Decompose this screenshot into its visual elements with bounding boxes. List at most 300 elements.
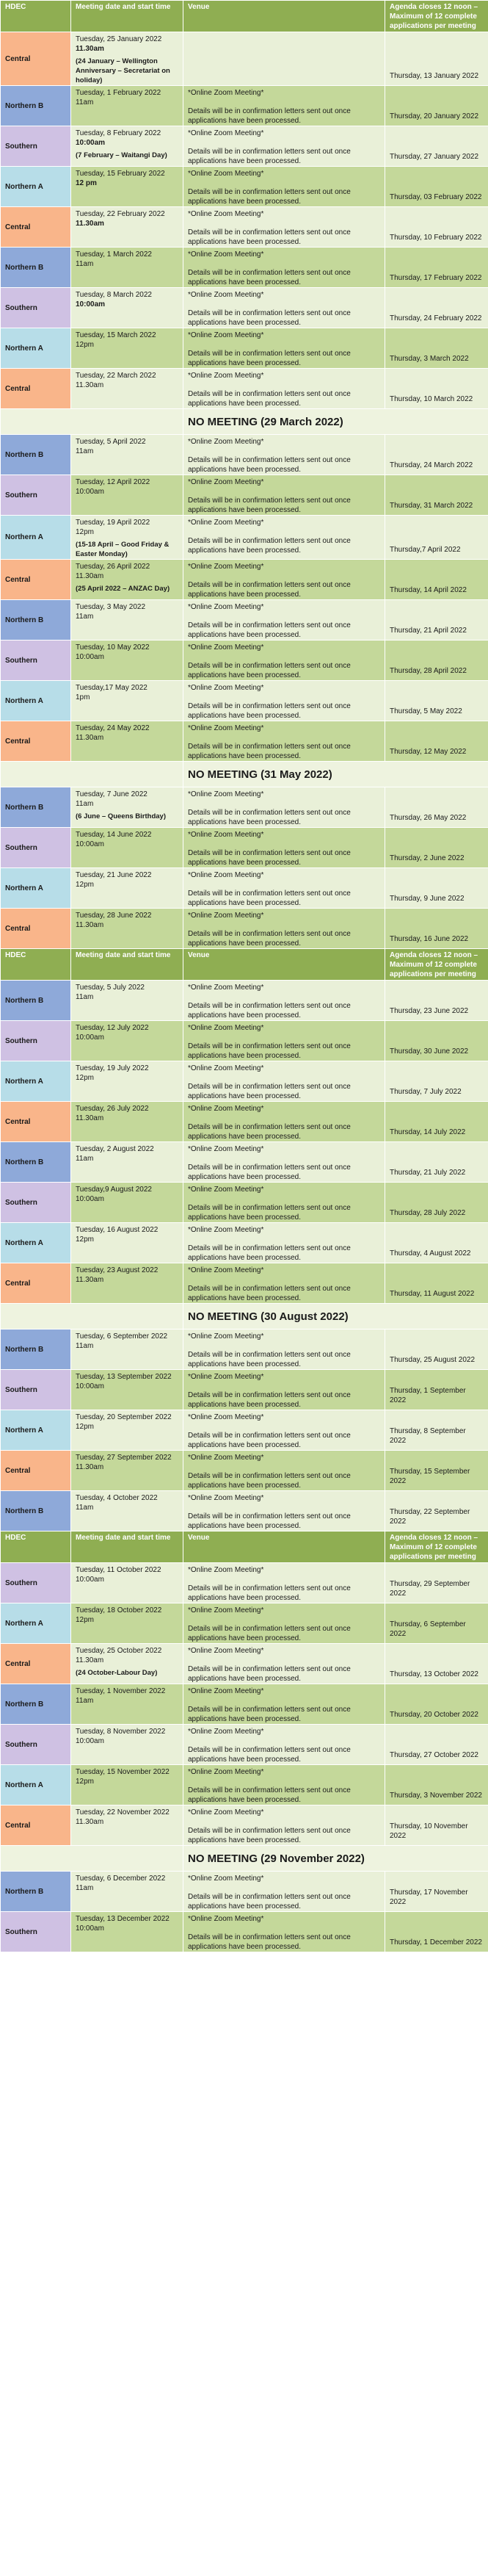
agenda-closes-cell: Thursday, 15 September 2022 (385, 1451, 488, 1491)
venue-details: Details will be in confirmation letters sent out once applications have been processed. (188, 390, 351, 408)
meeting-date: Tuesday, 8 November 2022 (76, 1728, 166, 1736)
region-cell: Central (1, 32, 71, 86)
meeting-date: Tuesday, 19 April 2022 (76, 519, 150, 527)
holiday-note: (24 January – Wellington Anniversary – Secretariat on holiday) (76, 57, 170, 84)
venue-online: *Online Zoom Meeting* (188, 1915, 264, 1923)
venue-online: *Online Zoom Meeting* (188, 1373, 264, 1381)
region-cell: Northern B (1, 981, 71, 1021)
venue-online: *Online Zoom Meeting* (188, 1064, 264, 1072)
venue-online: *Online Zoom Meeting* (188, 1647, 264, 1655)
no-meeting-row (1, 1846, 488, 1872)
meeting-date: Tuesday, 26 July 2022 (76, 1105, 149, 1113)
table-row (1, 1451, 488, 1491)
venue-online: *Online Zoom Meeting* (188, 331, 264, 339)
agenda-closes-cell: Thursday, 10 November 2022 (385, 1805, 488, 1846)
venue-online: *Online Zoom Meeting* (188, 984, 264, 992)
table-row (1, 560, 488, 600)
meeting-time: 10:00am (76, 840, 104, 848)
table-row (1, 1805, 488, 1846)
meeting-date-cell (71, 86, 183, 126)
venue-details: Details will be in confirmation letters sent out once applications have been processed. (188, 702, 351, 720)
agenda-closes-cell: Thursday, 31 March 2022 (385, 475, 488, 516)
region-cell: Northern A (1, 1410, 71, 1451)
agenda-closes-cell: Thursday, 6 September 2022 (385, 1603, 488, 1644)
agenda-closes-cell: Thursday, 8 September 2022 (385, 1410, 488, 1451)
meeting-date-cell (71, 641, 183, 681)
meeting-date: Tuesday, 22 November 2022 (76, 1808, 170, 1816)
meeting-date: Tuesday, 22 March 2022 (76, 372, 156, 380)
agenda-closes-cell: Thursday, 26 May 2022 (385, 787, 488, 828)
venue-details: Details will be in confirmation letters sent out once applications have been processed. (188, 581, 351, 599)
meeting-time: 11.30am (76, 381, 104, 389)
meeting-date-cell (71, 167, 183, 207)
meeting-date-cell (71, 600, 183, 641)
table-row (1, 1765, 488, 1805)
no-meeting-label: NO MEETING (29 March 2022) (183, 409, 488, 435)
meeting-date: Tuesday, 14 June 2022 (76, 831, 152, 839)
venue-details: Details will be in confirmation letters sent out once applications have been processed. (188, 269, 351, 286)
venue-details: Details will be in confirmation letters sent out once applications have been processed. (188, 1123, 351, 1141)
venue-online: *Online Zoom Meeting* (188, 831, 264, 839)
venue-cell (183, 475, 385, 516)
no-meeting-label: NO MEETING (29 November 2022) (183, 1846, 488, 1872)
agenda-closes-cell: Thursday, 3 November 2022 (385, 1765, 488, 1805)
header-agenda-closes: Agenda closes 12 noon – Maximum of 12 complete applications per meeting (385, 1, 488, 32)
region-cell: Northern A (1, 681, 71, 721)
venue-cell (183, 1491, 385, 1531)
agenda-closes-cell: Thursday, 4 August 2022 (385, 1223, 488, 1263)
table-row (1, 1410, 488, 1451)
meeting-date-cell (71, 828, 183, 868)
venue-cell (183, 600, 385, 641)
meeting-date-cell (71, 516, 183, 560)
venue-details: Details will be in confirmation letters sent out once applications have been processed. (188, 107, 351, 125)
header-meeting-date: Meeting date and start time (71, 1, 183, 32)
no-meeting-row (1, 762, 488, 787)
table-row (1, 1644, 488, 1684)
meeting-time: 12 pm (76, 179, 97, 187)
region-cell: Northern A (1, 1061, 71, 1102)
venue-details: Details will be in confirmation letters sent out once applications have been processed. (188, 1244, 351, 1262)
venue-cell (183, 1563, 385, 1603)
meeting-date-cell (71, 681, 183, 721)
meeting-date: Tuesday, 12 April 2022 (76, 478, 150, 486)
meeting-time: 10:00am (76, 139, 106, 147)
venue-online: *Online Zoom Meeting* (188, 438, 264, 446)
meeting-time: 12pm (76, 1235, 95, 1244)
venue-cell (183, 787, 385, 828)
venue-cell (183, 1684, 385, 1725)
meeting-date: Tuesday, 22 February 2022 (76, 210, 165, 218)
header-hdec: HDEC (1, 949, 71, 981)
venue-details: Details will be in confirmation letters sent out once applications have been processed. (188, 849, 351, 867)
venue-cell (183, 1725, 385, 1765)
agenda-closes-cell: Thursday, 27 January 2022 (385, 126, 488, 167)
table-row (1, 1061, 488, 1102)
table-row (1, 641, 488, 681)
agenda-closes-cell: Thursday, 20 October 2022 (385, 1684, 488, 1725)
meeting-date-cell (71, 787, 183, 828)
meeting-date: Tuesday, 5 July 2022 (76, 984, 145, 992)
meeting-date: Tuesday, 2 August 2022 (76, 1145, 154, 1153)
table-row (1, 1491, 488, 1531)
venue-cell (183, 1872, 385, 1912)
table-row (1, 1684, 488, 1725)
region-cell: Central (1, 721, 71, 762)
meeting-time: 12pm (76, 1778, 95, 1786)
meeting-date-cell (71, 1263, 183, 1304)
venue-online: *Online Zoom Meeting* (188, 912, 264, 920)
venue-cell (183, 909, 385, 949)
agenda-closes-cell: Thursday, 22 September 2022 (385, 1491, 488, 1531)
venue-details: Details will be in confirmation letters sent out once applications have been processed. (188, 1002, 351, 1020)
venue-cell (183, 828, 385, 868)
venue-online: *Online Zoom Meeting* (188, 519, 264, 527)
meeting-date-cell (71, 721, 183, 762)
table-row (1, 981, 488, 1021)
agenda-closes-cell: Thursday, 1 December 2022 (385, 1912, 488, 1952)
meeting-time: 11am (76, 993, 94, 1001)
table-row (1, 435, 488, 475)
venue-cell (183, 721, 385, 762)
region-cell: Southern (1, 828, 71, 868)
agenda-closes-cell: Thursday, 20 January 2022 (385, 86, 488, 126)
table-row (1, 600, 488, 641)
venue-cell (183, 1142, 385, 1183)
meeting-date: Tuesday, 25 October 2022 (76, 1647, 162, 1655)
venue-cell (183, 560, 385, 600)
meeting-time: 11.30am (76, 1276, 104, 1284)
meeting-date-cell (71, 288, 183, 328)
venue-details: Details will be in confirmation letters sent out once applications have been processed. (188, 1893, 351, 1911)
meeting-date-cell (71, 475, 183, 516)
meeting-time: 10:00am (76, 488, 104, 496)
table-row (1, 1142, 488, 1183)
venue-online: *Online Zoom Meeting* (188, 1875, 264, 1883)
region-cell: Northern B (1, 1142, 71, 1183)
meeting-time: 11.30am (76, 921, 104, 929)
region-cell: Central (1, 1805, 71, 1846)
table-row (1, 288, 488, 328)
meeting-date: Tuesday, 6 September 2022 (76, 1332, 168, 1341)
meeting-date-cell (71, 1563, 183, 1603)
venue-cell (183, 1644, 385, 1684)
meeting-date: Tuesday, 5 April 2022 (76, 438, 146, 446)
meeting-date-cell (71, 435, 183, 475)
table-row (1, 207, 488, 248)
venue-cell (183, 248, 385, 288)
agenda-closes-cell: Thursday, 28 July 2022 (385, 1183, 488, 1223)
meeting-date-cell (71, 1805, 183, 1846)
table-row (1, 1725, 488, 1765)
meeting-time: 11.30am (76, 220, 104, 228)
region-cell: Central (1, 1263, 71, 1304)
table-row (1, 86, 488, 126)
meeting-time: 11am (76, 1155, 94, 1163)
header-venue: Venue (183, 1531, 385, 1563)
region-cell: Southern (1, 288, 71, 328)
agenda-closes-cell: Thursday, 2 June 2022 (385, 828, 488, 868)
venue-online: *Online Zoom Meeting* (188, 1332, 264, 1341)
venue-details: Details will be in confirmation letters sent out once applications have been processed. (188, 1432, 351, 1449)
meeting-date: Tuesday, 1 November 2022 (76, 1687, 166, 1695)
agenda-closes-cell: Thursday, 30 June 2022 (385, 1021, 488, 1061)
agenda-closes-cell: Thursday, 14 April 2022 (385, 560, 488, 600)
meeting-date: Tuesday, 23 August 2022 (76, 1266, 159, 1274)
no-meeting-blank (1, 762, 183, 787)
venue-details: Details will be in confirmation letters sent out once applications have been processed. (188, 1163, 351, 1181)
schedule-body (1, 1, 488, 1952)
meeting-time: 12pm (76, 1074, 95, 1082)
venue-cell (183, 681, 385, 721)
venue-online: *Online Zoom Meeting* (188, 1606, 264, 1614)
venue-details: Details will be in confirmation letters sent out once applications have been processed. (188, 743, 351, 760)
table-row (1, 1263, 488, 1304)
venue-online: *Online Zoom Meeting* (188, 1768, 264, 1776)
region-cell: Northern A (1, 1603, 71, 1644)
meeting-date-cell (71, 1183, 183, 1223)
holiday-note: (7 February – Waitangi Day) (76, 151, 167, 159)
meeting-date: Tuesday, 1 February 2022 (76, 89, 161, 97)
venue-online: *Online Zoom Meeting* (188, 1186, 264, 1194)
meeting-time: 11am (76, 800, 94, 808)
venue-online: *Online Zoom Meeting* (188, 1808, 264, 1816)
venue-online: *Online Zoom Meeting* (188, 603, 264, 611)
meeting-date-cell (71, 1102, 183, 1142)
meeting-date-cell (71, 1491, 183, 1531)
agenda-closes-cell: Thursday, 21 April 2022 (385, 600, 488, 641)
meeting-date: Tuesday, 27 September 2022 (76, 1454, 172, 1462)
venue-cell (183, 1061, 385, 1102)
venue-cell (183, 86, 385, 126)
agenda-closes-cell: Thursday, 12 May 2022 (385, 721, 488, 762)
table-row (1, 1872, 488, 1912)
venue-online: *Online Zoom Meeting* (188, 1728, 264, 1736)
meeting-date-cell (71, 126, 183, 167)
region-cell: Northern A (1, 328, 71, 369)
meeting-time: 10:00am (76, 653, 104, 661)
table-header-row (1, 1531, 488, 1563)
region-cell: Southern (1, 1725, 71, 1765)
meeting-date: Tuesday, 13 September 2022 (76, 1373, 172, 1381)
venue-details: Details will be in confirmation letters sent out once applications have been processed. (188, 1625, 351, 1642)
venue-details: Details will be in confirmation letters sent out once applications have been processed. (188, 1512, 351, 1530)
meeting-date-cell (71, 207, 183, 248)
table-row (1, 516, 488, 560)
agenda-closes-cell: Thursday, 7 July 2022 (385, 1061, 488, 1102)
venue-cell (183, 435, 385, 475)
venue-details: Details will be in confirmation letters sent out once applications have been processed. (188, 537, 351, 555)
meeting-date-cell (71, 1223, 183, 1263)
venue-details: Details will be in confirmation letters sent out once applications have been processed. (188, 890, 351, 907)
meeting-time: 10:00am (76, 1033, 104, 1042)
agenda-closes-cell: Thursday, 27 October 2022 (385, 1725, 488, 1765)
header-meeting-date: Meeting date and start time (71, 1531, 183, 1563)
venue-online: *Online Zoom Meeting* (188, 1105, 264, 1113)
venue-cell (183, 1183, 385, 1223)
venue-details: Details will be in confirmation letters sent out once applications have been processed. (188, 1472, 351, 1490)
table-row (1, 909, 488, 949)
venue-online: *Online Zoom Meeting* (188, 724, 264, 732)
region-cell: Central (1, 1451, 71, 1491)
holiday-note: (25 April 2022 – ANZAC Day) (76, 585, 170, 593)
venue-details: Details will be in confirmation letters sent out once applications have been processed. (188, 1786, 351, 1804)
venue-cell (183, 32, 385, 86)
meeting-time: 11am (76, 1342, 94, 1350)
agenda-closes-cell: Thursday, 16 June 2022 (385, 909, 488, 949)
meeting-time: 1pm (76, 693, 90, 701)
region-cell: Southern (1, 1563, 71, 1603)
region-cell: Northern B (1, 1330, 71, 1370)
agenda-closes-cell: Thursday, 10 March 2022 (385, 369, 488, 409)
region-cell: Northern A (1, 868, 71, 909)
venue-online: *Online Zoom Meeting* (188, 1024, 264, 1032)
meeting-date-cell (71, 868, 183, 909)
venue-details: Details will be in confirmation letters sent out once applications have been processed. (188, 350, 351, 367)
meeting-date-cell (71, 1603, 183, 1644)
region-cell: Southern (1, 641, 71, 681)
meeting-date-cell (71, 1370, 183, 1410)
meeting-date-cell (71, 1765, 183, 1805)
venue-details: Details will be in confirmation letters sent out once applications have been processed. (188, 228, 351, 246)
meeting-time: 10:00am (76, 1737, 104, 1745)
meeting-time: 12pm (76, 881, 95, 889)
region-cell: Central (1, 909, 71, 949)
agenda-closes-cell: Thursday, 9 June 2022 (385, 868, 488, 909)
meeting-date-cell (71, 1330, 183, 1370)
region-cell: Northern B (1, 1684, 71, 1725)
meeting-date-cell (71, 328, 183, 369)
meeting-time: 11.30am (76, 45, 104, 53)
holiday-note: (15-18 April – Good Friday & Easter Monday) (76, 541, 170, 558)
venue-cell (183, 1603, 385, 1644)
table-row (1, 721, 488, 762)
table-header-row (1, 1, 488, 32)
no-meeting-label: NO MEETING (30 August 2022) (183, 1304, 488, 1330)
meeting-date-cell (71, 1061, 183, 1102)
venue-details: Details will be in confirmation letters sent out once applications have been processed. (188, 309, 351, 327)
venue-cell (183, 1102, 385, 1142)
meeting-date: Tuesday, 18 October 2022 (76, 1606, 162, 1614)
meeting-time: 11am (76, 1697, 94, 1705)
agenda-closes-cell: Thursday, 24 March 2022 (385, 435, 488, 475)
meeting-date: Tuesday, 15 March 2022 (76, 331, 156, 339)
venue-cell (183, 868, 385, 909)
meeting-date: Tuesday, 20 September 2022 (76, 1413, 172, 1421)
venue-online: *Online Zoom Meeting* (188, 1454, 264, 1462)
venue-details: Details will be in confirmation letters sent out once applications have been processed. (188, 1746, 351, 1764)
meeting-time: 11am (76, 1884, 94, 1892)
holiday-note: (24 October-Labour Day) (76, 1669, 158, 1677)
venue-cell (183, 167, 385, 207)
meeting-time: 11am (76, 260, 94, 268)
table-row (1, 32, 488, 86)
venue-cell (183, 1765, 385, 1805)
region-cell: Northern B (1, 600, 71, 641)
meeting-time: 11.30am (76, 1114, 104, 1122)
agenda-closes-cell: Thursday,7 April 2022 (385, 516, 488, 560)
venue-cell (183, 1912, 385, 1952)
meeting-date: Tuesday, 26 April 2022 (76, 563, 150, 571)
venue-details: Details will be in confirmation letters sent out once applications have been processed. (188, 1665, 351, 1683)
agenda-closes-cell: Thursday, 17 February 2022 (385, 248, 488, 288)
venue-cell (183, 207, 385, 248)
venue-online: *Online Zoom Meeting* (188, 250, 264, 259)
agenda-closes-cell: Thursday, 23 June 2022 (385, 981, 488, 1021)
venue-details: Details will be in confirmation letters sent out once applications have been processed. (188, 1706, 351, 1723)
meeting-time: 11am (76, 613, 94, 621)
venue-details: Details will be in confirmation letters sent out once applications have been processed. (188, 188, 351, 206)
meeting-date: Tuesday, 13 December 2022 (76, 1915, 170, 1923)
meeting-time: 11.30am (76, 1463, 104, 1471)
venue-details: Details will be in confirmation letters sent out once applications have been processed. (188, 809, 351, 826)
region-cell: Northern B (1, 787, 71, 828)
venue-cell (183, 1370, 385, 1410)
meeting-date-cell (71, 248, 183, 288)
venue-cell (183, 369, 385, 409)
meeting-date-cell (71, 1684, 183, 1725)
venue-details: Details will be in confirmation letters sent out once applications have been processed. (188, 621, 351, 639)
meeting-date-cell (71, 1451, 183, 1491)
meeting-date-cell (71, 560, 183, 600)
region-cell: Northern A (1, 516, 71, 560)
meeting-time: 11.30am (76, 1818, 104, 1826)
header-agenda-closes: Agenda closes 12 noon – Maximum of 12 complete applications per meeting (385, 1531, 488, 1563)
venue-online: *Online Zoom Meeting* (188, 478, 264, 486)
region-cell: Central (1, 369, 71, 409)
region-cell: Central (1, 1102, 71, 1142)
table-row (1, 167, 488, 207)
agenda-closes-cell: Thursday, 03 February 2022 (385, 167, 488, 207)
agenda-closes-cell: Thursday, 5 May 2022 (385, 681, 488, 721)
meeting-date-cell (71, 32, 183, 86)
venue-cell (183, 516, 385, 560)
meeting-date: Tuesday, 1 March 2022 (76, 250, 152, 259)
venue-online: *Online Zoom Meeting* (188, 89, 264, 97)
meeting-time: 10:00am (76, 1195, 104, 1203)
table-row (1, 1370, 488, 1410)
agenda-closes-cell: Thursday, 1 September 2022 (385, 1370, 488, 1410)
table-row (1, 1330, 488, 1370)
meeting-date: Tuesday, 24 May 2022 (76, 724, 150, 732)
meeting-date: Tuesday, 7 June 2022 (76, 790, 148, 798)
region-cell: Southern (1, 1183, 71, 1223)
header-agenda-closes: Agenda closes 12 noon – Maximum of 12 complete applications per meeting (385, 949, 488, 981)
venue-details: Details will be in confirmation letters sent out once applications have been processed. (188, 1827, 351, 1844)
agenda-closes-cell: Thursday, 17 November 2022 (385, 1872, 488, 1912)
meeting-date-cell (71, 1644, 183, 1684)
venue-details: Details will be in confirmation letters sent out once applications have been processed. (188, 1351, 351, 1368)
venue-details: Details will be in confirmation letters sent out once applications have been processed. (188, 930, 351, 948)
meeting-date: Tuesday, 15 November 2022 (76, 1768, 170, 1776)
venue-online: *Online Zoom Meeting* (188, 1566, 264, 1574)
meeting-time: 10:00am (76, 1576, 104, 1584)
venue-details: Details will be in confirmation letters sent out once applications have been processed. (188, 662, 351, 679)
no-meeting-blank (1, 1304, 183, 1330)
meeting-date: Tuesday, 21 June 2022 (76, 871, 152, 879)
table-row (1, 1563, 488, 1603)
header-hdec: HDEC (1, 1531, 71, 1563)
venue-details: Details will be in confirmation letters sent out once applications have been processed. (188, 1933, 351, 1951)
meeting-time: 10:00am (76, 1382, 104, 1390)
region-cell: Southern (1, 475, 71, 516)
holiday-note: (6 June – Queens Birthday) (76, 812, 167, 820)
venue-cell (183, 1330, 385, 1370)
header-venue: Venue (183, 1, 385, 32)
agenda-closes-cell: Thursday, 13 January 2022 (385, 32, 488, 86)
venue-cell (183, 288, 385, 328)
venue-cell (183, 981, 385, 1021)
